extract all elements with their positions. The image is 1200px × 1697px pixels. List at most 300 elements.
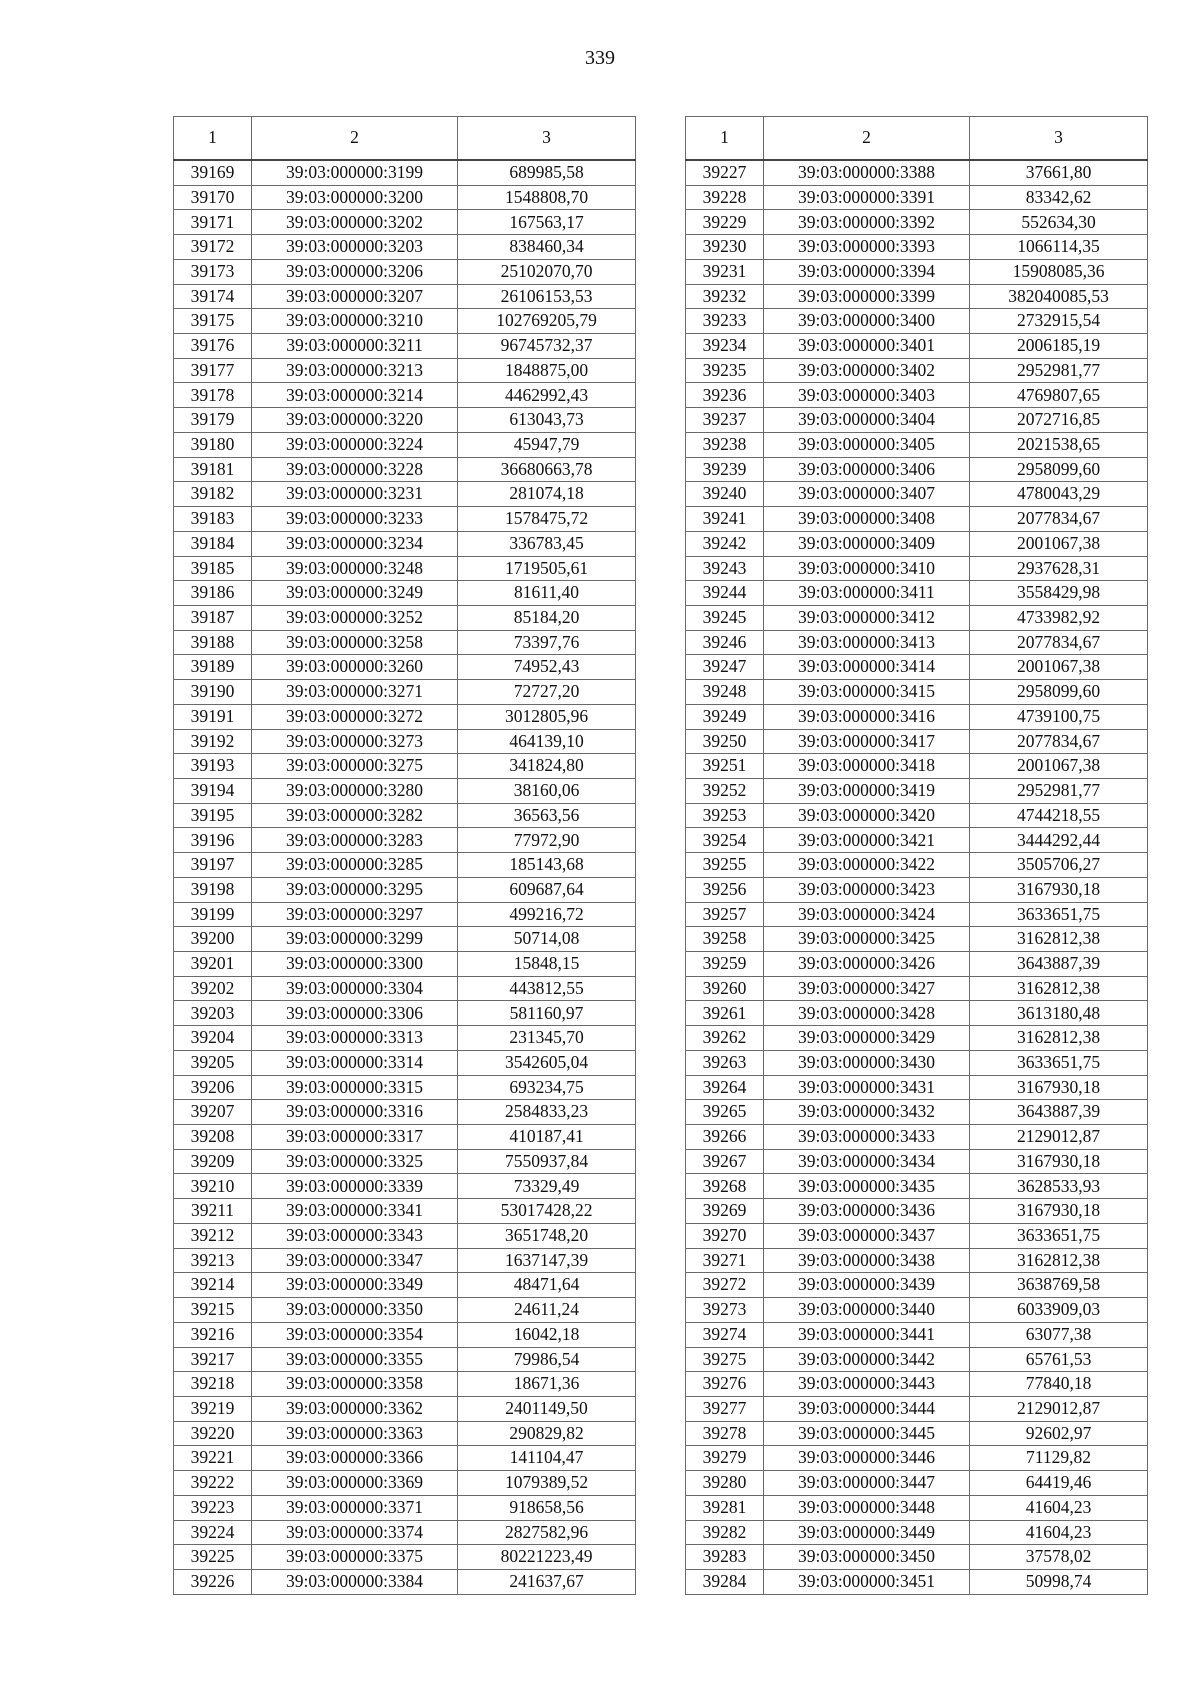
cadastral-number-cell: 39:03:000000:3449: [764, 1520, 970, 1545]
table-row: [686, 1569, 1148, 1594]
cadastral-number-cell: 39:03:000000:3224: [252, 432, 458, 457]
value-cell: 25102070,70: [458, 259, 636, 284]
cadastral-number-cell: 39:03:000000:3417: [764, 729, 970, 754]
table-row: [174, 877, 636, 902]
table-row: [686, 1050, 1148, 1075]
cadastral-number-cell: 39:03:000000:3433: [764, 1125, 970, 1150]
cadastral-number-cell: 39:03:000000:3210: [252, 309, 458, 334]
row-number-cell: 39169: [174, 160, 252, 185]
header-cell-2: 2: [252, 117, 458, 161]
row-number-cell: 39263: [686, 1050, 764, 1075]
cadastral-number-cell: 39:03:000000:3206: [252, 259, 458, 284]
table-row: [174, 1520, 636, 1545]
table-row: [686, 877, 1148, 902]
value-cell: 96745732,37: [458, 334, 636, 359]
cadastral-number-cell: 39:03:000000:3211: [252, 334, 458, 359]
value-cell: 2072716,85: [970, 408, 1148, 433]
cadastral-number-cell: 39:03:000000:3233: [252, 507, 458, 532]
value-cell: 2732915,54: [970, 309, 1148, 334]
cadastral-number-cell: 39:03:000000:3375: [252, 1545, 458, 1570]
table-row: [174, 1125, 636, 1150]
table-row: [174, 828, 636, 853]
cadastral-number-cell: 39:03:000000:3409: [764, 531, 970, 556]
table-row: [174, 556, 636, 581]
value-cell: 63077,38: [970, 1322, 1148, 1347]
cadastral-number-cell: 39:03:000000:3418: [764, 754, 970, 779]
row-number-cell: 39175: [174, 309, 252, 334]
value-cell: 24611,24: [458, 1298, 636, 1323]
value-cell: 36680663,78: [458, 457, 636, 482]
cadastral-number-cell: 39:03:000000:3300: [252, 952, 458, 977]
cadastral-number-cell: 39:03:000000:3316: [252, 1100, 458, 1125]
cadastral-number-cell: 39:03:000000:3421: [764, 828, 970, 853]
table-row: [174, 853, 636, 878]
value-cell: 241637,67: [458, 1569, 636, 1594]
cadastral-number-cell: 39:03:000000:3258: [252, 630, 458, 655]
row-number-cell: 39252: [686, 778, 764, 803]
value-cell: 613043,73: [458, 408, 636, 433]
header-cell-3: 3: [458, 117, 636, 161]
cadastral-number-cell: 39:03:000000:3392: [764, 210, 970, 235]
table-row: [174, 1026, 636, 1051]
row-number-cell: 39225: [174, 1545, 252, 1570]
cadastral-number-cell: 39:03:000000:3350: [252, 1298, 458, 1323]
cadastral-number-cell: 39:03:000000:3252: [252, 605, 458, 630]
row-number-cell: 39255: [686, 853, 764, 878]
cadastral-number-cell: 39:03:000000:3442: [764, 1347, 970, 1372]
row-number-cell: 39208: [174, 1125, 252, 1150]
value-cell: 2584833,23: [458, 1100, 636, 1125]
cadastral-number-cell: 39:03:000000:3325: [252, 1149, 458, 1174]
row-number-cell: 39262: [686, 1026, 764, 1051]
value-cell: 3167930,18: [970, 1149, 1148, 1174]
row-number-cell: 39241: [686, 507, 764, 532]
row-number-cell: 39250: [686, 729, 764, 754]
table-row: [686, 1248, 1148, 1273]
table-row: [174, 1149, 636, 1174]
row-number-cell: 39177: [174, 358, 252, 383]
table-row: [174, 1322, 636, 1347]
cadastral-number-cell: 39:03:000000:3374: [252, 1520, 458, 1545]
table-row: [686, 1026, 1148, 1051]
table-row: [174, 803, 636, 828]
cadastral-number-cell: 39:03:000000:3234: [252, 531, 458, 556]
table-row: [174, 334, 636, 359]
row-number-cell: 39276: [686, 1372, 764, 1397]
row-number-cell: 39196: [174, 828, 252, 853]
table-row: [686, 383, 1148, 408]
table-row: [174, 1273, 636, 1298]
table-row: [174, 1396, 636, 1421]
table-row: [686, 432, 1148, 457]
row-number-cell: 39216: [174, 1322, 252, 1347]
cadastral-number-cell: 39:03:000000:3450: [764, 1545, 970, 1570]
value-cell: 4769807,65: [970, 383, 1148, 408]
row-number-cell: 39227: [686, 160, 764, 185]
row-number-cell: 39245: [686, 605, 764, 630]
table-row: [174, 754, 636, 779]
cadastral-number-cell: 39:03:000000:3431: [764, 1075, 970, 1100]
cadastral-number-cell: 39:03:000000:3347: [252, 1248, 458, 1273]
cadastral-number-cell: 39:03:000000:3451: [764, 1569, 970, 1594]
table-row: [174, 778, 636, 803]
cadastral-number-cell: 39:03:000000:3441: [764, 1322, 970, 1347]
cadastral-number-cell: 39:03:000000:3275: [252, 754, 458, 779]
row-number-cell: 39254: [686, 828, 764, 853]
table-row: [686, 803, 1148, 828]
value-cell: 74952,43: [458, 655, 636, 680]
row-number-cell: 39224: [174, 1520, 252, 1545]
cadastral-number-cell: 39:03:000000:3231: [252, 482, 458, 507]
table-row: [174, 358, 636, 383]
row-number-cell: 39226: [174, 1569, 252, 1594]
row-number-cell: 39170: [174, 185, 252, 210]
cadastral-number-cell: 39:03:000000:3202: [252, 210, 458, 235]
cadastral-number-cell: 39:03:000000:3444: [764, 1396, 970, 1421]
cadastral-number-cell: 39:03:000000:3402: [764, 358, 970, 383]
value-cell: 2937628,31: [970, 556, 1148, 581]
value-cell: 185143,68: [458, 853, 636, 878]
value-cell: 499216,72: [458, 902, 636, 927]
row-number-cell: 39199: [174, 902, 252, 927]
cadastral-number-cell: 39:03:000000:3295: [252, 877, 458, 902]
row-number-cell: 39265: [686, 1100, 764, 1125]
table-row: [686, 507, 1148, 532]
table-row: [174, 309, 636, 334]
value-cell: 3505706,27: [970, 853, 1148, 878]
value-cell: 2952981,77: [970, 778, 1148, 803]
table-row: [686, 680, 1148, 705]
table-row: [686, 1347, 1148, 1372]
value-cell: 3162812,38: [970, 1248, 1148, 1273]
value-cell: 2129012,87: [970, 1396, 1148, 1421]
cadastral-number-cell: 39:03:000000:3424: [764, 902, 970, 927]
table-row: [686, 309, 1148, 334]
value-cell: 609687,64: [458, 877, 636, 902]
table-row: [686, 284, 1148, 309]
table-row: [174, 952, 636, 977]
row-number-cell: 39247: [686, 655, 764, 680]
row-number-cell: 39249: [686, 704, 764, 729]
table-row: [686, 952, 1148, 977]
value-cell: 1079389,52: [458, 1471, 636, 1496]
cadastral-number-cell: 39:03:000000:3415: [764, 680, 970, 705]
value-cell: 231345,70: [458, 1026, 636, 1051]
row-number-cell: 39259: [686, 952, 764, 977]
value-cell: 2129012,87: [970, 1125, 1148, 1150]
value-cell: 77972,90: [458, 828, 636, 853]
row-number-cell: 39210: [174, 1174, 252, 1199]
row-number-cell: 39228: [686, 185, 764, 210]
table-row: [686, 259, 1148, 284]
cadastral-number-cell: 39:03:000000:3388: [764, 160, 970, 185]
table-row: [686, 334, 1148, 359]
table-row: [174, 1174, 636, 1199]
value-cell: 80221223,49: [458, 1545, 636, 1570]
value-cell: 1637147,39: [458, 1248, 636, 1273]
table-row: [174, 927, 636, 952]
table-row: [686, 210, 1148, 235]
cadastral-number-cell: 39:03:000000:3414: [764, 655, 970, 680]
table-row: [686, 482, 1148, 507]
table-row: [174, 1545, 636, 1570]
table-row: [686, 457, 1148, 482]
cadastral-number-cell: 39:03:000000:3273: [252, 729, 458, 754]
row-number-cell: 39195: [174, 803, 252, 828]
table-row: [174, 210, 636, 235]
table-row: [686, 1446, 1148, 1471]
cadastral-number-cell: 39:03:000000:3408: [764, 507, 970, 532]
cadastral-number-cell: 39:03:000000:3401: [764, 334, 970, 359]
header-row: [174, 117, 636, 161]
value-cell: 3542605,04: [458, 1050, 636, 1075]
cadastral-number-cell: 39:03:000000:3304: [252, 976, 458, 1001]
table-row: [686, 1075, 1148, 1100]
header-cell-2: 2: [764, 117, 970, 161]
table-row: [686, 531, 1148, 556]
value-cell: 73397,76: [458, 630, 636, 655]
cadastral-number-cell: 39:03:000000:3400: [764, 309, 970, 334]
cadastral-number-cell: 39:03:000000:3228: [252, 457, 458, 482]
value-cell: 38160,06: [458, 778, 636, 803]
row-number-cell: 39280: [686, 1471, 764, 1496]
value-cell: 1548808,70: [458, 185, 636, 210]
row-number-cell: 39274: [686, 1322, 764, 1347]
row-number-cell: 39211: [174, 1199, 252, 1224]
row-number-cell: 39197: [174, 853, 252, 878]
row-number-cell: 39284: [686, 1569, 764, 1594]
value-cell: 2001067,38: [970, 531, 1148, 556]
row-number-cell: 39244: [686, 581, 764, 606]
cadastral-number-cell: 39:03:000000:3366: [252, 1446, 458, 1471]
row-number-cell: 39189: [174, 655, 252, 680]
cadastral-number-cell: 39:03:000000:3203: [252, 235, 458, 260]
value-cell: 64419,46: [970, 1471, 1148, 1496]
cadastral-number-cell: 39:03:000000:3249: [252, 581, 458, 606]
cadastral-number-cell: 39:03:000000:3399: [764, 284, 970, 309]
value-cell: 3444292,44: [970, 828, 1148, 853]
table-row: [686, 1372, 1148, 1397]
cadastral-number-cell: 39:03:000000:3407: [764, 482, 970, 507]
cadastral-number-cell: 39:03:000000:3448: [764, 1495, 970, 1520]
row-number-cell: 39191: [174, 704, 252, 729]
row-number-cell: 39217: [174, 1347, 252, 1372]
row-number-cell: 39215: [174, 1298, 252, 1323]
table-row: [174, 185, 636, 210]
value-cell: 7550937,84: [458, 1149, 636, 1174]
row-number-cell: 39275: [686, 1347, 764, 1372]
row-number-cell: 39235: [686, 358, 764, 383]
row-number-cell: 39271: [686, 1248, 764, 1273]
value-cell: 1578475,72: [458, 507, 636, 532]
table-row: [686, 1298, 1148, 1323]
header-cell-1: 1: [686, 117, 764, 161]
value-cell: 3633651,75: [970, 902, 1148, 927]
cadastral-number-cell: 39:03:000000:3260: [252, 655, 458, 680]
table-row: [174, 1495, 636, 1520]
value-cell: 2958099,60: [970, 680, 1148, 705]
table-row: [686, 655, 1148, 680]
row-number-cell: 39212: [174, 1223, 252, 1248]
table-row: [174, 1471, 636, 1496]
row-number-cell: 39229: [686, 210, 764, 235]
table-row: [174, 235, 636, 260]
value-cell: 581160,97: [458, 1001, 636, 1026]
cadastral-number-cell: 39:03:000000:3297: [252, 902, 458, 927]
row-number-cell: 39182: [174, 482, 252, 507]
cadastral-number-cell: 39:03:000000:3426: [764, 952, 970, 977]
row-number-cell: 39258: [686, 927, 764, 952]
cadastral-number-cell: 39:03:000000:3283: [252, 828, 458, 853]
table-row: [686, 778, 1148, 803]
row-number-cell: 39192: [174, 729, 252, 754]
page-number: 339: [585, 47, 615, 69]
value-cell: 16042,18: [458, 1322, 636, 1347]
value-cell: 3633651,75: [970, 1223, 1148, 1248]
value-cell: 341824,80: [458, 754, 636, 779]
value-cell: 3162812,38: [970, 1026, 1148, 1051]
cadastral-number-cell: 39:03:000000:3429: [764, 1026, 970, 1051]
cadastral-number-cell: 39:03:000000:3412: [764, 605, 970, 630]
cadastral-number-cell: 39:03:000000:3394: [764, 259, 970, 284]
value-cell: 689985,58: [458, 160, 636, 185]
row-number-cell: 39230: [686, 235, 764, 260]
cadastral-number-cell: 39:03:000000:3285: [252, 853, 458, 878]
row-number-cell: 39187: [174, 605, 252, 630]
table-row: [174, 630, 636, 655]
value-cell: 53017428,22: [458, 1199, 636, 1224]
value-cell: 72727,20: [458, 680, 636, 705]
row-number-cell: 39260: [686, 976, 764, 1001]
cadastral-number-cell: 39:03:000000:3354: [252, 1322, 458, 1347]
cadastral-number-cell: 39:03:000000:3339: [252, 1174, 458, 1199]
cadastral-number-cell: 39:03:000000:3439: [764, 1273, 970, 1298]
cadastral-number-cell: 39:03:000000:3315: [252, 1075, 458, 1100]
table-row: [174, 1199, 636, 1224]
value-cell: 918658,56: [458, 1495, 636, 1520]
row-number-cell: 39270: [686, 1223, 764, 1248]
value-cell: 2001067,38: [970, 655, 1148, 680]
value-cell: 50998,74: [970, 1569, 1148, 1594]
cadastral-number-cell: 39:03:000000:3358: [252, 1372, 458, 1397]
table-row: [686, 408, 1148, 433]
table-row: [686, 828, 1148, 853]
row-number-cell: 39267: [686, 1149, 764, 1174]
row-number-cell: 39214: [174, 1273, 252, 1298]
cadastral-number-cell: 39:03:000000:3430: [764, 1050, 970, 1075]
cadastral-number-cell: 39:03:000000:3313: [252, 1026, 458, 1051]
row-number-cell: 39221: [174, 1446, 252, 1471]
table-row: [686, 853, 1148, 878]
value-cell: 336783,45: [458, 531, 636, 556]
value-cell: 3638769,58: [970, 1273, 1148, 1298]
value-cell: 71129,82: [970, 1446, 1148, 1471]
value-cell: 37661,80: [970, 160, 1148, 185]
value-cell: 15908085,36: [970, 259, 1148, 284]
table-row: [686, 1471, 1148, 1496]
cadastral-number-cell: 39:03:000000:3207: [252, 284, 458, 309]
cadastral-number-cell: 39:03:000000:3419: [764, 778, 970, 803]
value-cell: 4739100,75: [970, 704, 1148, 729]
row-number-cell: 39184: [174, 531, 252, 556]
table-row: [686, 1223, 1148, 1248]
row-number-cell: 39190: [174, 680, 252, 705]
cadastral-number-cell: 39:03:000000:3428: [764, 1001, 970, 1026]
value-cell: 4780043,29: [970, 482, 1148, 507]
table-row: [686, 358, 1148, 383]
row-number-cell: 39251: [686, 754, 764, 779]
cadastral-number-cell: 39:03:000000:3299: [252, 927, 458, 952]
value-cell: 3167930,18: [970, 877, 1148, 902]
cadastral-number-cell: 39:03:000000:3434: [764, 1149, 970, 1174]
value-cell: 2001067,38: [970, 754, 1148, 779]
cadastral-number-cell: 39:03:000000:3349: [252, 1273, 458, 1298]
row-number-cell: 39266: [686, 1125, 764, 1150]
row-number-cell: 39198: [174, 877, 252, 902]
row-number-cell: 39237: [686, 408, 764, 433]
row-number-cell: 39188: [174, 630, 252, 655]
value-cell: 2006185,19: [970, 334, 1148, 359]
value-cell: 3558429,98: [970, 581, 1148, 606]
value-cell: 65761,53: [970, 1347, 1148, 1372]
table-row: [174, 1075, 636, 1100]
value-cell: 3643887,39: [970, 1100, 1148, 1125]
row-number-cell: 39256: [686, 877, 764, 902]
table-row: [174, 605, 636, 630]
table-row: [174, 160, 636, 185]
table-row: [686, 902, 1148, 927]
table-row: [686, 630, 1148, 655]
cadastral-number-cell: 39:03:000000:3413: [764, 630, 970, 655]
value-cell: 3613180,48: [970, 1001, 1148, 1026]
value-cell: 3651748,20: [458, 1223, 636, 1248]
table-row: [174, 1248, 636, 1273]
value-cell: 45947,79: [458, 432, 636, 457]
value-cell: 2077834,67: [970, 507, 1148, 532]
value-cell: 838460,34: [458, 235, 636, 260]
value-cell: 3628533,93: [970, 1174, 1148, 1199]
row-number-cell: 39206: [174, 1075, 252, 1100]
row-number-cell: 39209: [174, 1149, 252, 1174]
table-row: [174, 432, 636, 457]
value-cell: 41604,23: [970, 1520, 1148, 1545]
value-cell: 77840,18: [970, 1372, 1148, 1397]
value-cell: 3162812,38: [970, 927, 1148, 952]
value-cell: 1848875,00: [458, 358, 636, 383]
table-row: [686, 160, 1148, 185]
table-row: [686, 1100, 1148, 1125]
row-number-cell: 39204: [174, 1026, 252, 1051]
row-number-cell: 39200: [174, 927, 252, 952]
table-row: [174, 383, 636, 408]
cadastral-number-cell: 39:03:000000:3271: [252, 680, 458, 705]
value-cell: 73329,49: [458, 1174, 636, 1199]
table-row: [174, 482, 636, 507]
table-row: [174, 1372, 636, 1397]
row-number-cell: 39171: [174, 210, 252, 235]
value-cell: 15848,15: [458, 952, 636, 977]
table-row: [174, 259, 636, 284]
cadastral-number-cell: 39:03:000000:3213: [252, 358, 458, 383]
cadastral-number-cell: 39:03:000000:3432: [764, 1100, 970, 1125]
table-row: [686, 1174, 1148, 1199]
cadastral-number-cell: 39:03:000000:3447: [764, 1471, 970, 1496]
row-number-cell: 39272: [686, 1273, 764, 1298]
cadastral-number-cell: 39:03:000000:3437: [764, 1223, 970, 1248]
value-cell: 4744218,55: [970, 803, 1148, 828]
value-cell: 141104,47: [458, 1446, 636, 1471]
table-row: [174, 284, 636, 309]
